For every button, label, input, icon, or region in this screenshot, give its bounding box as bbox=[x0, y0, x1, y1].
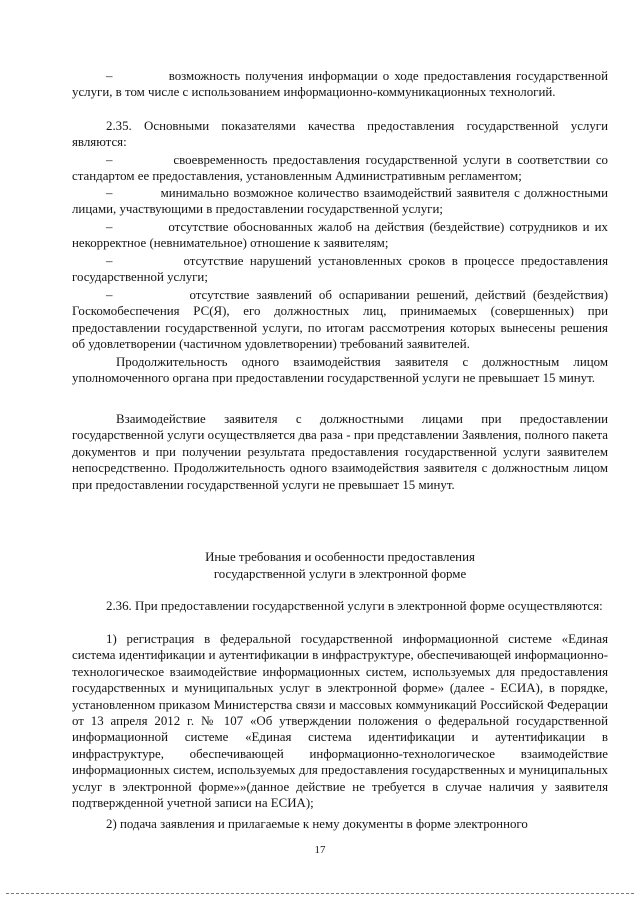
list-item-registration-esia: 1) регистрация в федеральной государственной информационной системе «Единая система идентификации и аутентификации в инфраструктуре, обеспечивающей информационно-технологическое взаимодействие информационных систем, используемых для предоставления государственных и муниципальных услуг в электронной форме» (далее - ЕСИА), в порядке, установленном приказом Министерства связи и массовых коммуникаций Российской Федерации от 13 апреля 2012 г. № 107 «Об утверждении положения о федеральной государственной информационной системе «Единая система идентификации и аутентификации в инфраструктуре, обеспечивающей информационно-технологическое взаимодействие информационных систем, используемых для предоставления государственных и муниципальных услуг в электронной форме»»(данное действие не требуется в случае наличия у заявителя подтвержденной учетной записи на ЕСИА); bbox=[72, 632, 608, 811]
paragraph-2-36: 2.36. При предоставлении государственной услуги в электронной форме осуществляются: bbox=[106, 599, 603, 613]
section-heading-line-1: Иные требования и особенности предоставления bbox=[205, 550, 475, 564]
bottom-divider bbox=[6, 893, 634, 894]
paragraph-info-access: – возможность получения информации о ходе предоставления государственной услуги, в том числе с использованием информационно-коммуникационных технологий. bbox=[72, 69, 608, 100]
list-item-no-deadline-violations: – отсутствие нарушений установленных сроков в процессе предоставления государственной услуги; bbox=[72, 254, 608, 285]
list-item-no-complaints: – отсутствие обоснованных жалоб на действия (бездействие) сотрудников и их некорректное (невнимательное) отношение к заявителям; bbox=[72, 220, 608, 251]
page-number: 17 bbox=[314, 844, 326, 856]
paragraph-interaction: Взаимодействие заявителя с должностными лицами при предоставлении государственной услуги осуществляется два раза - при представлении Заявления, полного пакета документов и при получении результата предоставления государственной услуги заявителем непосредственно. Продолжительность одного взаимодействия заявителя с должностным лицом при предоставлении государственной услуги не превышает 15 минут. bbox=[72, 412, 608, 492]
list-item-timeliness: – своевременность предоставления государственной услуги в соответствии со стандартом ее предоставления, установленным Административным регламентом; bbox=[72, 153, 608, 184]
paragraph-2-35: 2.35. Основными показателями качества предоставления государственной услуги являются: bbox=[72, 119, 608, 150]
list-item-no-appeals: – отсутствие заявлений об оспаривании решений, действий (бездействия) Госкомобеспечения РС(Я), его должностных лиц, принимаемых (совершенных) при предоставлении государственной услуги, по итогам рассмотрения которых вынесены решения об удовлетворении (частичном удовлетворении) требований заявителей. bbox=[72, 288, 608, 352]
section-heading bbox=[72, 549, 608, 583]
section-heading-line-2: государственной услуги в электронной форме bbox=[213, 567, 467, 581]
list-item-min-interactions: – минимально возможное количество взаимодействий заявителя с должностными лицами, участвующими в предоставлении государственной услуги; bbox=[72, 186, 608, 217]
paragraph-duration: Продолжительность одного взаимодействия заявителя с должностным лицом уполномоченного органа при предоставлении государственной услуги не превышает 15 минут. bbox=[72, 355, 608, 386]
list-item-submission: 2) подача заявления и прилагаемые к нему документы в форме электронного bbox=[106, 817, 528, 831]
